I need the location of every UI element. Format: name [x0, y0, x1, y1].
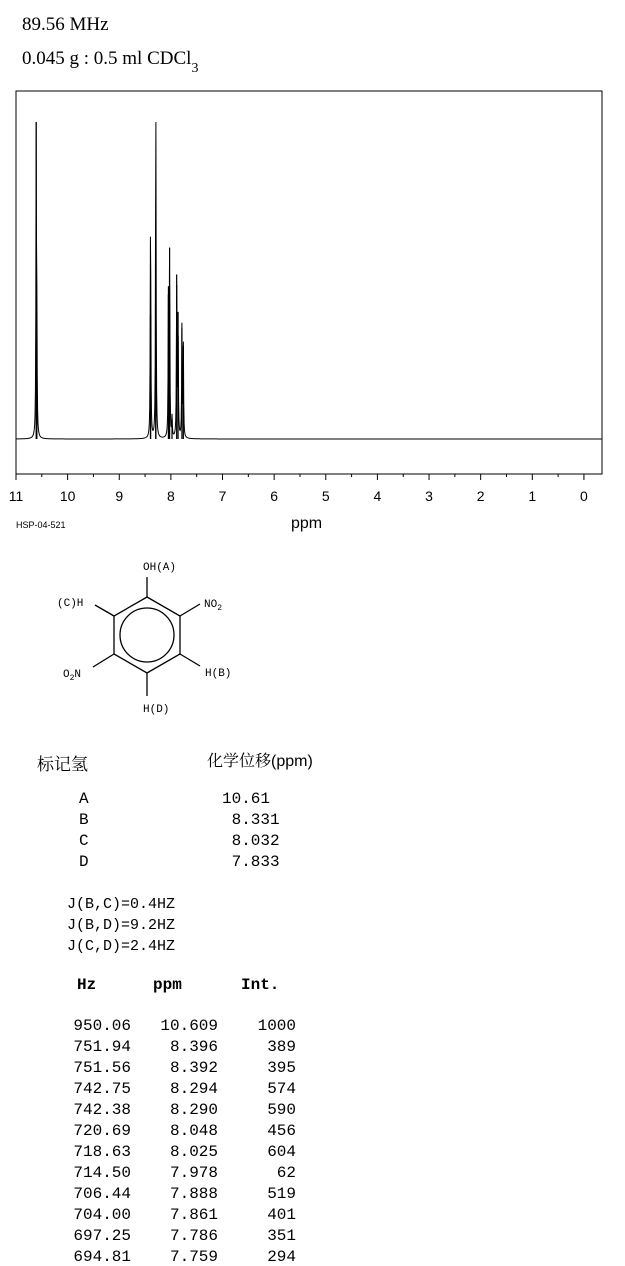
- peak-int: 389: [267, 1038, 296, 1056]
- coupling-bc: J(B,C)=0.4HZ: [67, 896, 176, 913]
- peak-int: 395: [267, 1059, 296, 1077]
- x-tick-label: 6: [270, 488, 279, 504]
- spectrometer-frequency: 89.56 MHz: [22, 14, 109, 35]
- peak-hz: 714.50: [73, 1164, 131, 1182]
- peak-int: 519: [267, 1185, 296, 1203]
- peak-int: 1000: [257, 1017, 296, 1035]
- peak-int: 401: [267, 1206, 296, 1224]
- label-h-c: (C)H: [57, 598, 84, 610]
- peak-int: 456: [267, 1122, 296, 1140]
- label-oh-a: OH(A): [143, 562, 177, 574]
- x-tick-label: 0: [580, 488, 588, 504]
- peak-hz: 950.06: [73, 1017, 131, 1035]
- spectrum-trace: [16, 122, 602, 439]
- peak-ppm: 7.861: [169, 1206, 218, 1224]
- peak-hz: 751.56: [73, 1059, 131, 1077]
- peak-ppm: 8.396: [169, 1038, 218, 1056]
- bond-h-b: [180, 654, 200, 666]
- peak-int: 294: [267, 1248, 296, 1266]
- peak-hz: 720.69: [73, 1122, 131, 1140]
- label-o2n-left: $O_2N$: [63, 669, 82, 683]
- peak-table-header-int: Int.: [241, 976, 280, 994]
- peak-ppm: 8.025: [169, 1143, 218, 1161]
- x-axis-tick-labels: [9, 488, 588, 504]
- peak-hz: 694.81: [73, 1248, 131, 1266]
- assign-shift-a: 10.61: [222, 790, 271, 808]
- x-tick-label: 4: [373, 488, 382, 504]
- bond-o2n-left: [93, 654, 114, 667]
- x-tick-label: 9: [115, 488, 124, 504]
- coupling-bd: J(B,D)=9.2HZ: [67, 917, 176, 934]
- label-no2-right: $NO_2$: [204, 599, 223, 613]
- assign-label-b: B: [79, 811, 89, 829]
- peak-ppm: 8.392: [169, 1059, 218, 1077]
- peak-ppm: 7.759: [169, 1248, 218, 1266]
- assignment-header-shift: 化学位移(ppm): [207, 753, 313, 770]
- aromatic-circle: [120, 608, 174, 662]
- plot-frame: [16, 91, 602, 474]
- peak-int: 574: [267, 1080, 296, 1098]
- peak-hz: 697.25: [73, 1227, 131, 1245]
- nmr-spectrum-chart: [0, 0, 625, 540]
- spectrum-peaks: [36, 122, 183, 439]
- x-tick-label: 2: [476, 488, 485, 504]
- assign-shift-c: 8.032: [222, 832, 280, 850]
- molecule-structure: [0, 550, 300, 720]
- assignment-header-label: 标记氢: [37, 755, 88, 774]
- x-tick-label: 7: [218, 488, 227, 504]
- assign-shift-d: 7.833: [222, 853, 280, 871]
- peak-table-header-ppm: ppm: [153, 976, 182, 994]
- peak-int: 62: [276, 1164, 296, 1182]
- spectrum-code: HSP-04-521: [16, 520, 66, 530]
- peak-int: 351: [267, 1227, 296, 1245]
- x-tick-label: 10: [59, 488, 76, 504]
- x-axis-ticks: [16, 474, 584, 480]
- assign-label-a: A: [79, 790, 89, 808]
- peak-ppm: 10.609: [160, 1017, 218, 1035]
- peak-hz: 751.94: [73, 1038, 131, 1056]
- bond-h-c: [95, 605, 114, 616]
- peak-ppm: 7.978: [169, 1164, 218, 1182]
- peak-int: 590: [267, 1101, 296, 1119]
- x-tick-label: 1: [528, 488, 537, 504]
- x-tick-label: 5: [321, 488, 330, 504]
- bond-no2-right: [180, 604, 200, 616]
- sample-text: 0.045 g : 0.5 ml CDCl: [22, 48, 192, 69]
- coupling-cd: J(C,D)=2.4HZ: [67, 938, 176, 955]
- peak-int: 604: [267, 1143, 296, 1161]
- assign-label-d: D: [79, 853, 89, 871]
- peak-ppm: 7.888: [169, 1185, 218, 1203]
- peak-hz: 706.44: [73, 1185, 131, 1203]
- peak-table-header-hz: Hz: [77, 976, 97, 994]
- assign-shift-b: 8.331: [222, 811, 280, 829]
- x-tick-label: 11: [8, 488, 24, 504]
- x-tick-label: 3: [425, 488, 433, 504]
- sample-subscript: 3: [191, 61, 199, 76]
- label-h-d: H(D): [143, 704, 170, 716]
- label-h-b: H(B): [205, 668, 232, 680]
- peak-hz: 704.00: [73, 1206, 131, 1224]
- x-axis-label: ppm: [291, 515, 323, 532]
- assign-label-c: C: [79, 832, 89, 850]
- peak-ppm: 8.048: [169, 1122, 218, 1140]
- peak-ppm: 8.290: [169, 1101, 218, 1119]
- peak-hz: 718.63: [73, 1143, 131, 1161]
- peak-ppm: 8.294: [169, 1080, 218, 1098]
- x-tick-label: 8: [166, 488, 175, 504]
- peak-hz: 742.38: [73, 1101, 131, 1119]
- peak-ppm: 7.786: [169, 1227, 218, 1245]
- peak-hz: 742.75: [73, 1080, 131, 1098]
